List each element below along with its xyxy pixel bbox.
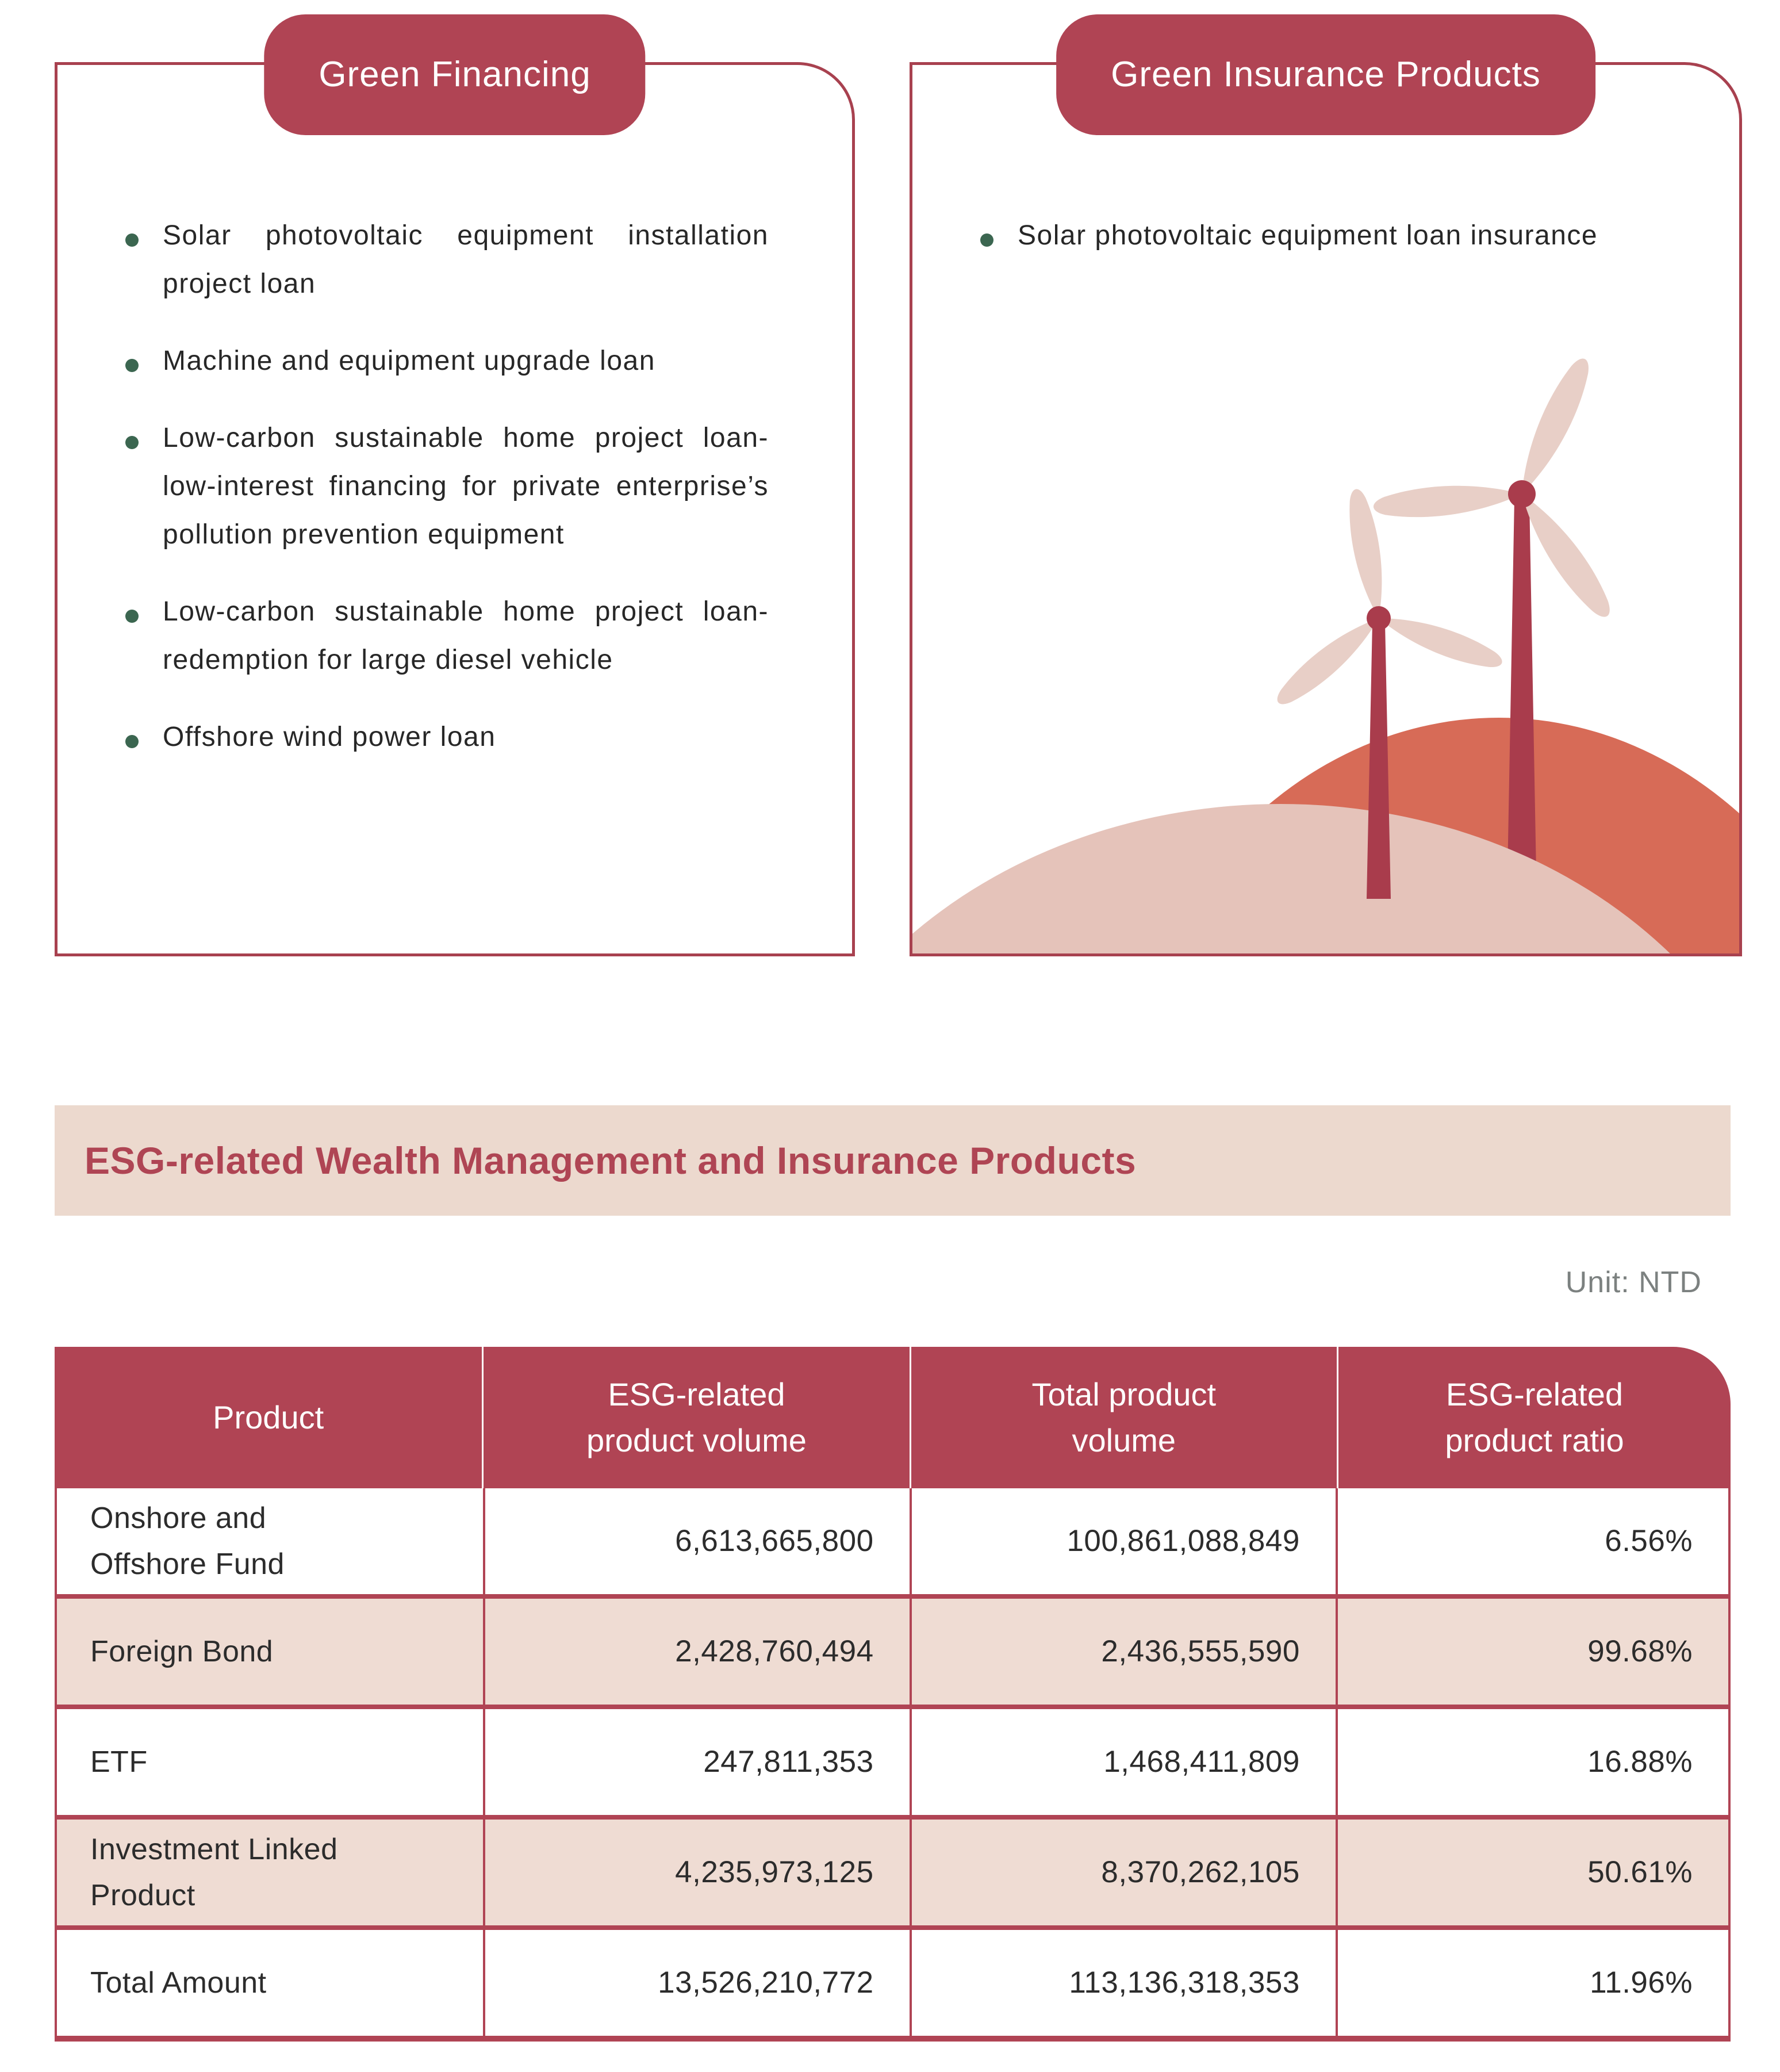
cell-esg-ratio: 6.56% [1336, 1488, 1728, 1594]
cell-esg-volume: 6,613,665,800 [483, 1488, 909, 1594]
table-row [57, 1925, 1728, 2036]
cell-product: ETF [90, 1745, 148, 1779]
unit-label: Unit: NTD [1565, 1266, 1702, 1299]
bullet-dot-icon [125, 233, 139, 247]
table-row [57, 1815, 1728, 1925]
cell-product: Total Amount [90, 1966, 267, 2000]
column-header-esg-volume: ESG-related product volume [482, 1347, 909, 1488]
list-item-text: Machine and equipment upgrade loan [163, 346, 655, 376]
bullet-dot-icon [980, 233, 993, 247]
table-body [55, 1488, 1731, 2042]
list-item-text: Solar photovoltaic equipment loan insurance [1018, 220, 1598, 251]
list-item [125, 588, 769, 684]
cell-esg-ratio: 11.96% [1336, 1930, 1728, 2036]
cell-product: Investment Linked Product [90, 1833, 338, 1912]
list-item [125, 414, 769, 559]
column-header-total-volume: Total product volume [910, 1347, 1337, 1488]
table-header-row [55, 1347, 1731, 1488]
cell-esg-volume: 13,526,210,772 [483, 1930, 909, 2036]
cell-esg-ratio: 99.68% [1336, 1599, 1728, 1705]
cell-total-volume: 8,370,262,105 [910, 1820, 1336, 1925]
list-item [125, 212, 769, 308]
table-row [57, 1705, 1728, 1815]
green-financing-header [264, 14, 645, 135]
green-insurance-header [1056, 14, 1595, 135]
green-financing-title: Green Financing [319, 55, 591, 94]
cell-total-volume: 1,468,411,809 [910, 1709, 1336, 1815]
cell-total-volume: 2,436,555,590 [910, 1599, 1336, 1705]
green-financing-list [57, 65, 852, 761]
wind-turbines-illustration [912, 263, 1739, 953]
bullet-dot-icon [125, 359, 139, 372]
list-item [125, 337, 769, 385]
green-insurance-title: Green Insurance Products [1111, 55, 1541, 94]
list-item [125, 713, 769, 761]
bullet-dot-icon [125, 610, 139, 623]
cell-esg-ratio: 16.88% [1336, 1709, 1728, 1815]
column-header-esg-ratio: ESG-related product ratio [1337, 1347, 1731, 1488]
table-row [57, 1594, 1728, 1705]
cell-product: Onshore and Offshore Fund [90, 1502, 285, 1581]
list-item-text: Low-carbon sustainable home project loan- low-interest financing for private enterprise’s pollution prevention equipment [163, 423, 769, 550]
cell-esg-volume: 2,428,760,494 [483, 1599, 909, 1705]
cell-esg-ratio: 50.61% [1336, 1820, 1728, 1925]
column-header-product: Product [213, 1399, 324, 1436]
cell-esg-volume: 4,235,973,125 [483, 1820, 909, 1925]
list-item [980, 212, 1656, 260]
list-item-text: Solar photovoltaic equipment installation project loan [163, 220, 769, 299]
cell-product: Foreign Bond [90, 1635, 274, 1668]
list-item-text: Offshore wind power loan [163, 722, 496, 752]
cell-total-volume: 100,861,088,849 [910, 1488, 1336, 1594]
bullet-dot-icon [125, 735, 139, 748]
green-financing-card [55, 55, 855, 956]
section-title: ESG-related Wealth Management and Insurance Products [85, 1139, 1137, 1182]
esg-products-table [55, 1347, 1731, 2042]
section-banner [55, 1105, 1731, 1216]
list-item-text: Low-carbon sustainable home project loan- redemption for large diesel vehicle [163, 596, 769, 675]
bullet-dot-icon [125, 436, 139, 449]
green-insurance-card [910, 55, 1742, 956]
table-row [57, 1488, 1728, 1594]
cell-total-volume: 113,136,318,353 [910, 1930, 1336, 2036]
cell-esg-volume: 247,811,353 [483, 1709, 909, 1815]
